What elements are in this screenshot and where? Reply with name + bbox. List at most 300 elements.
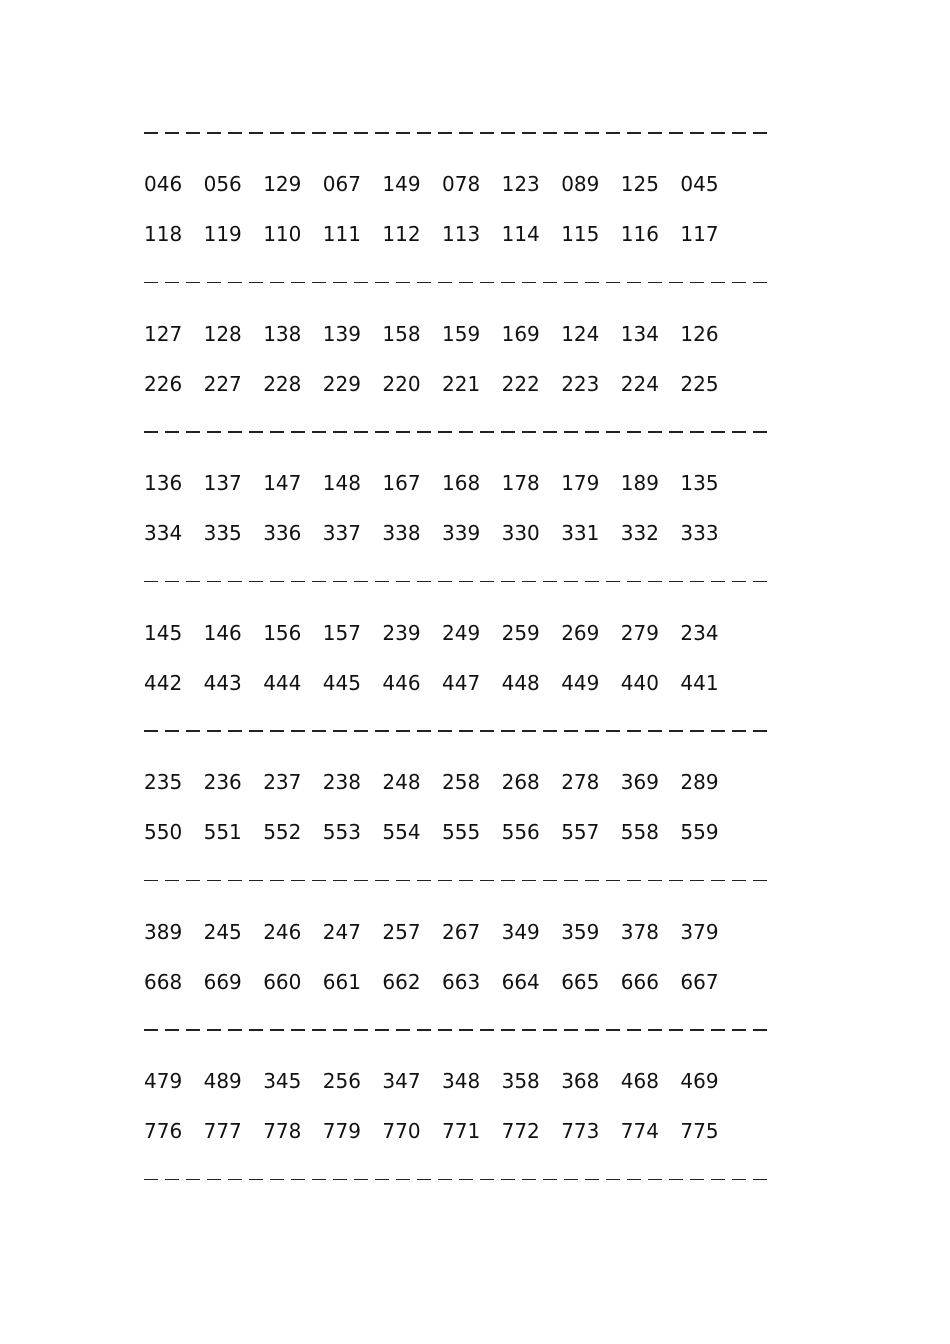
dashed-separator-line: [144, 868, 774, 894]
separator-dash: [270, 730, 284, 732]
number-cell: 248: [382, 770, 421, 794]
separator-dash: [249, 431, 263, 433]
separator-dash: [186, 880, 200, 882]
separator-dash: [207, 1029, 221, 1031]
separator-dash: [291, 282, 305, 284]
separator-dash: [711, 1029, 725, 1031]
number-cell: 332: [620, 521, 659, 545]
separator-dash: [375, 1029, 389, 1031]
separator-dash: [543, 880, 557, 882]
number-cell: 559: [680, 820, 719, 844]
separator-dash: [165, 1179, 179, 1181]
dashed-separator-line: [144, 120, 774, 146]
separator-dash: [249, 1029, 263, 1031]
number-cell: 289: [680, 770, 719, 794]
number-cell: 249: [442, 620, 481, 645]
number-cell: 135: [680, 471, 719, 495]
separator-dash: [543, 431, 557, 433]
separator-dash: [753, 132, 767, 134]
number-cell: 449: [561, 670, 600, 695]
separator-dash: [228, 880, 242, 882]
number-cell: 149: [382, 172, 421, 196]
number-cell: 775: [680, 1119, 719, 1143]
separator-dash: [186, 282, 200, 284]
separator-dash: [753, 581, 767, 583]
separator-dash: [228, 1179, 242, 1181]
number-cell: 667: [680, 969, 719, 994]
number-cell: 331: [561, 521, 600, 545]
separator-dash: [417, 730, 431, 732]
separator-dash: [270, 132, 284, 134]
separator-dash: [585, 431, 599, 433]
separator-dash: [732, 431, 746, 433]
separator-dash: [291, 431, 305, 433]
number-cell: 440: [620, 670, 659, 695]
number-cell: 379: [680, 919, 719, 944]
separator-dash: [690, 132, 704, 134]
separator-dash: [228, 431, 242, 433]
separator-dash: [606, 1029, 620, 1031]
separator-dash: [396, 1179, 410, 1181]
separator-dash: [606, 880, 620, 882]
separator-dash: [438, 1029, 452, 1031]
number-cell: 179: [561, 471, 600, 495]
separator-dash: [648, 132, 662, 134]
separator-dash: [396, 581, 410, 583]
separator-dash: [417, 880, 431, 882]
separator-dash: [375, 132, 389, 134]
separator-dash: [732, 132, 746, 134]
number-cell: 117: [680, 222, 719, 246]
number-cell: 137: [203, 471, 242, 495]
number-cell: 178: [501, 471, 540, 495]
separator-dash: [459, 730, 473, 732]
number-cell: 777: [203, 1119, 242, 1143]
number-cell: 666: [620, 969, 659, 994]
separator-dash: [312, 132, 326, 134]
separator-dash: [564, 431, 578, 433]
separator-dash: [753, 880, 767, 882]
separator-dash: [585, 282, 599, 284]
separator-dash: [438, 880, 452, 882]
separator-dash: [291, 730, 305, 732]
number-cell: 228: [263, 371, 302, 396]
separator-dash: [207, 880, 221, 882]
separator-dash: [543, 581, 557, 583]
separator-dash: [627, 1029, 641, 1031]
separator-dash: [522, 730, 536, 732]
separator-dash: [606, 581, 620, 583]
number-cell: 156: [263, 620, 302, 645]
number-cell: 234: [680, 620, 719, 645]
number-cell: 113: [442, 222, 481, 246]
number-cell: 124: [561, 321, 600, 346]
number-cell: 222: [501, 371, 540, 396]
dashed-separator-line: [144, 270, 774, 296]
number-cell: 118: [144, 222, 183, 246]
number-cell: 268: [501, 770, 540, 794]
number-cell: 665: [561, 969, 600, 994]
separator-dash: [396, 282, 410, 284]
separator-dash: [669, 1179, 683, 1181]
separator-dash: [291, 880, 305, 882]
separator-dash: [312, 880, 326, 882]
number-cell: 771: [442, 1119, 481, 1143]
number-cell: 368: [561, 1069, 600, 1093]
separator-dash: [165, 431, 179, 433]
separator-dash: [396, 431, 410, 433]
separator-dash: [459, 880, 473, 882]
number-cell: 330: [501, 521, 540, 545]
number-cell: 129: [263, 172, 302, 196]
separator-dash: [564, 730, 578, 732]
number-cell: 349: [501, 919, 540, 944]
separator-dash: [522, 1029, 536, 1031]
separator-dash: [228, 132, 242, 134]
separator-dash: [606, 730, 620, 732]
separator-dash: [522, 581, 536, 583]
separator-dash: [459, 581, 473, 583]
number-cell: 158: [382, 321, 421, 346]
number-cell: 258: [442, 770, 481, 794]
number-cell: 123: [501, 172, 540, 196]
number-cell: 358: [501, 1069, 540, 1093]
separator-dash: [627, 431, 641, 433]
number-cell: 668: [144, 969, 183, 994]
separator-dash: [312, 730, 326, 732]
separator-dash: [669, 431, 683, 433]
separator-dash: [648, 1179, 662, 1181]
separator-dash: [438, 730, 452, 732]
number-cell: 334: [144, 521, 183, 545]
separator-dash: [249, 581, 263, 583]
separator-dash: [438, 581, 452, 583]
separator-dash: [522, 880, 536, 882]
separator-dash: [543, 1029, 557, 1031]
separator-dash: [480, 431, 494, 433]
separator-dash: [522, 132, 536, 134]
separator-dash: [207, 581, 221, 583]
separator-dash: [522, 1179, 536, 1181]
number-cell: 557: [561, 820, 600, 844]
separator-dash: [291, 1179, 305, 1181]
separator-dash: [543, 730, 557, 732]
separator-dash: [543, 132, 557, 134]
separator-dash: [480, 581, 494, 583]
number-cell: 662: [382, 969, 421, 994]
number-cell: 056: [203, 172, 242, 196]
separator-dash: [732, 282, 746, 284]
number-cell: 245: [203, 919, 242, 944]
number-cell: 446: [382, 670, 421, 695]
separator-dash: [669, 1029, 683, 1031]
separator-dash: [438, 282, 452, 284]
separator-dash: [459, 1029, 473, 1031]
number-cell: 389: [144, 919, 183, 944]
dashed-separator-line: [144, 1017, 774, 1043]
number-cell: 237: [263, 770, 302, 794]
separator-dash: [417, 431, 431, 433]
separator-dash: [417, 132, 431, 134]
separator-dash: [648, 880, 662, 882]
number-cell: 555: [442, 820, 481, 844]
separator-dash: [312, 1179, 326, 1181]
separator-dash: [648, 730, 662, 732]
separator-dash: [732, 1179, 746, 1181]
separator-dash: [711, 1179, 725, 1181]
separator-dash: [501, 132, 515, 134]
number-cell: 146: [203, 620, 242, 645]
number-cell: 469: [680, 1069, 719, 1093]
number-cell: 235: [144, 770, 183, 794]
number-cell: 359: [561, 919, 600, 944]
number-cell: 236: [203, 770, 242, 794]
separator-dash: [249, 132, 263, 134]
number-cell: 345: [263, 1069, 302, 1093]
number-cell: 139: [322, 321, 361, 346]
separator-dash: [312, 1029, 326, 1031]
separator-dash: [354, 282, 368, 284]
separator-dash: [207, 431, 221, 433]
number-cell: 116: [620, 222, 659, 246]
number-cell: 348: [442, 1069, 481, 1093]
separator-dash: [375, 581, 389, 583]
separator-dash: [732, 730, 746, 732]
separator-dash: [354, 431, 368, 433]
number-cell: 247: [322, 919, 361, 944]
separator-dash: [312, 581, 326, 583]
separator-dash: [501, 1179, 515, 1181]
number-cell: 159: [442, 321, 481, 346]
separator-dash: [501, 431, 515, 433]
number-cell: 221: [442, 371, 481, 396]
number-cell: 259: [501, 620, 540, 645]
separator-dash: [564, 1179, 578, 1181]
separator-dash: [459, 132, 473, 134]
number-cell: 110: [263, 222, 302, 246]
separator-dash: [417, 282, 431, 284]
number-cell: 661: [322, 969, 361, 994]
separator-dash: [144, 132, 158, 134]
number-cell: 226: [144, 371, 183, 396]
separator-dash: [333, 730, 347, 732]
separator-dash: [438, 132, 452, 134]
separator-dash: [207, 730, 221, 732]
separator-dash: [501, 282, 515, 284]
separator-dash: [186, 1029, 200, 1031]
separator-dash: [501, 730, 515, 732]
separator-dash: [690, 880, 704, 882]
separator-dash: [669, 132, 683, 134]
number-cell: 269: [561, 620, 600, 645]
number-cell: 168: [442, 471, 481, 495]
number-cell: 112: [382, 222, 421, 246]
number-cell: 267: [442, 919, 481, 944]
number-cell: 220: [382, 371, 421, 396]
separator-dash: [711, 730, 725, 732]
separator-dash: [354, 1029, 368, 1031]
number-cell: 169: [501, 321, 540, 346]
separator-dash: [249, 730, 263, 732]
separator-dash: [333, 880, 347, 882]
separator-dash: [732, 581, 746, 583]
number-cell: 772: [501, 1119, 540, 1143]
separator-dash: [690, 1179, 704, 1181]
number-cell: 378: [620, 919, 659, 944]
separator-dash: [291, 1029, 305, 1031]
number-cell: 225: [680, 371, 719, 396]
separator-dash: [669, 730, 683, 732]
separator-dash: [501, 880, 515, 882]
separator-dash: [753, 1029, 767, 1031]
number-cell: 157: [322, 620, 361, 645]
separator-dash: [396, 880, 410, 882]
separator-dash: [333, 282, 347, 284]
number-cell: 224: [620, 371, 659, 396]
separator-dash: [144, 880, 158, 882]
separator-dash: [165, 730, 179, 732]
separator-dash: [690, 282, 704, 284]
separator-dash: [459, 431, 473, 433]
number-cell: 447: [442, 670, 481, 695]
separator-dash: [270, 880, 284, 882]
separator-dash: [228, 282, 242, 284]
separator-dash: [564, 880, 578, 882]
separator-dash: [711, 282, 725, 284]
number-cell: 333: [680, 521, 719, 545]
separator-dash: [186, 730, 200, 732]
number-cell: 046: [144, 172, 183, 196]
separator-dash: [375, 730, 389, 732]
number-cell: 445: [322, 670, 361, 695]
number-cell: 338: [382, 521, 421, 545]
separator-dash: [207, 282, 221, 284]
separator-dash: [270, 581, 284, 583]
number-cell: 660: [263, 969, 302, 994]
number-cell: 778: [263, 1119, 302, 1143]
separator-dash: [249, 1179, 263, 1181]
separator-dash: [690, 730, 704, 732]
separator-dash: [228, 581, 242, 583]
number-cell: 776: [144, 1119, 183, 1143]
separator-dash: [480, 730, 494, 732]
separator-dash: [333, 431, 347, 433]
separator-dash: [501, 581, 515, 583]
number-cell: 558: [620, 820, 659, 844]
separator-dash: [144, 730, 158, 732]
number-cell: 444: [263, 670, 302, 695]
separator-dash: [228, 1029, 242, 1031]
separator-dash: [480, 1029, 494, 1031]
number-cell: 336: [263, 521, 302, 545]
number-cell: 774: [620, 1119, 659, 1143]
number-cell: 125: [620, 172, 659, 196]
separator-dash: [648, 282, 662, 284]
separator-dash: [375, 282, 389, 284]
number-cell: 551: [203, 820, 242, 844]
number-cell: 448: [501, 670, 540, 695]
separator-dash: [627, 282, 641, 284]
separator-dash: [564, 132, 578, 134]
number-cell: 147: [263, 471, 302, 495]
separator-dash: [291, 581, 305, 583]
separator-dash: [438, 431, 452, 433]
separator-dash: [585, 132, 599, 134]
separator-dash: [480, 880, 494, 882]
number-cell: 239: [382, 620, 421, 645]
number-cell: 779: [322, 1119, 361, 1143]
separator-dash: [459, 1179, 473, 1181]
separator-dash: [585, 880, 599, 882]
separator-dash: [165, 880, 179, 882]
number-cell: 126: [680, 321, 719, 346]
separator-dash: [627, 1179, 641, 1181]
number-cell: 238: [322, 770, 361, 794]
separator-dash: [144, 581, 158, 583]
separator-dash: [396, 730, 410, 732]
separator-dash: [249, 282, 263, 284]
separator-dash: [564, 1029, 578, 1031]
separator-dash: [543, 1179, 557, 1181]
separator-dash: [606, 132, 620, 134]
number-cell: 089: [561, 172, 600, 196]
number-cell: 279: [620, 620, 659, 645]
separator-dash: [606, 282, 620, 284]
separator-dash: [375, 880, 389, 882]
separator-dash: [312, 282, 326, 284]
number-cell: 145: [144, 620, 183, 645]
separator-dash: [207, 1179, 221, 1181]
separator-dash: [165, 132, 179, 134]
separator-dash: [186, 581, 200, 583]
separator-dash: [417, 1179, 431, 1181]
separator-dash: [396, 1029, 410, 1031]
separator-dash: [606, 431, 620, 433]
number-cell: 489: [203, 1069, 242, 1093]
separator-dash: [669, 880, 683, 882]
separator-dash: [312, 431, 326, 433]
number-cell: 045: [680, 172, 719, 196]
number-cell: 278: [561, 770, 600, 794]
separator-dash: [585, 1029, 599, 1031]
separator-dash: [165, 1029, 179, 1031]
number-cell: 119: [203, 222, 242, 246]
separator-dash: [669, 282, 683, 284]
separator-dash: [585, 1179, 599, 1181]
separator-dash: [249, 880, 263, 882]
separator-dash: [186, 1179, 200, 1181]
separator-dash: [627, 730, 641, 732]
separator-dash: [606, 1179, 620, 1181]
separator-dash: [165, 282, 179, 284]
separator-dash: [186, 132, 200, 134]
number-cell: 189: [620, 471, 659, 495]
number-cell: 664: [501, 969, 540, 994]
separator-dash: [354, 132, 368, 134]
dashed-separator-line: [144, 419, 774, 445]
number-cell: 136: [144, 471, 183, 495]
separator-dash: [543, 282, 557, 284]
separator-dash: [522, 431, 536, 433]
separator-dash: [501, 1029, 515, 1031]
separator-dash: [753, 1179, 767, 1181]
number-cell: 128: [203, 321, 242, 346]
number-cell: 347: [382, 1069, 421, 1093]
number-cell: 443: [203, 670, 242, 695]
number-cell: 067: [322, 172, 361, 196]
separator-dash: [585, 730, 599, 732]
separator-dash: [144, 431, 158, 433]
